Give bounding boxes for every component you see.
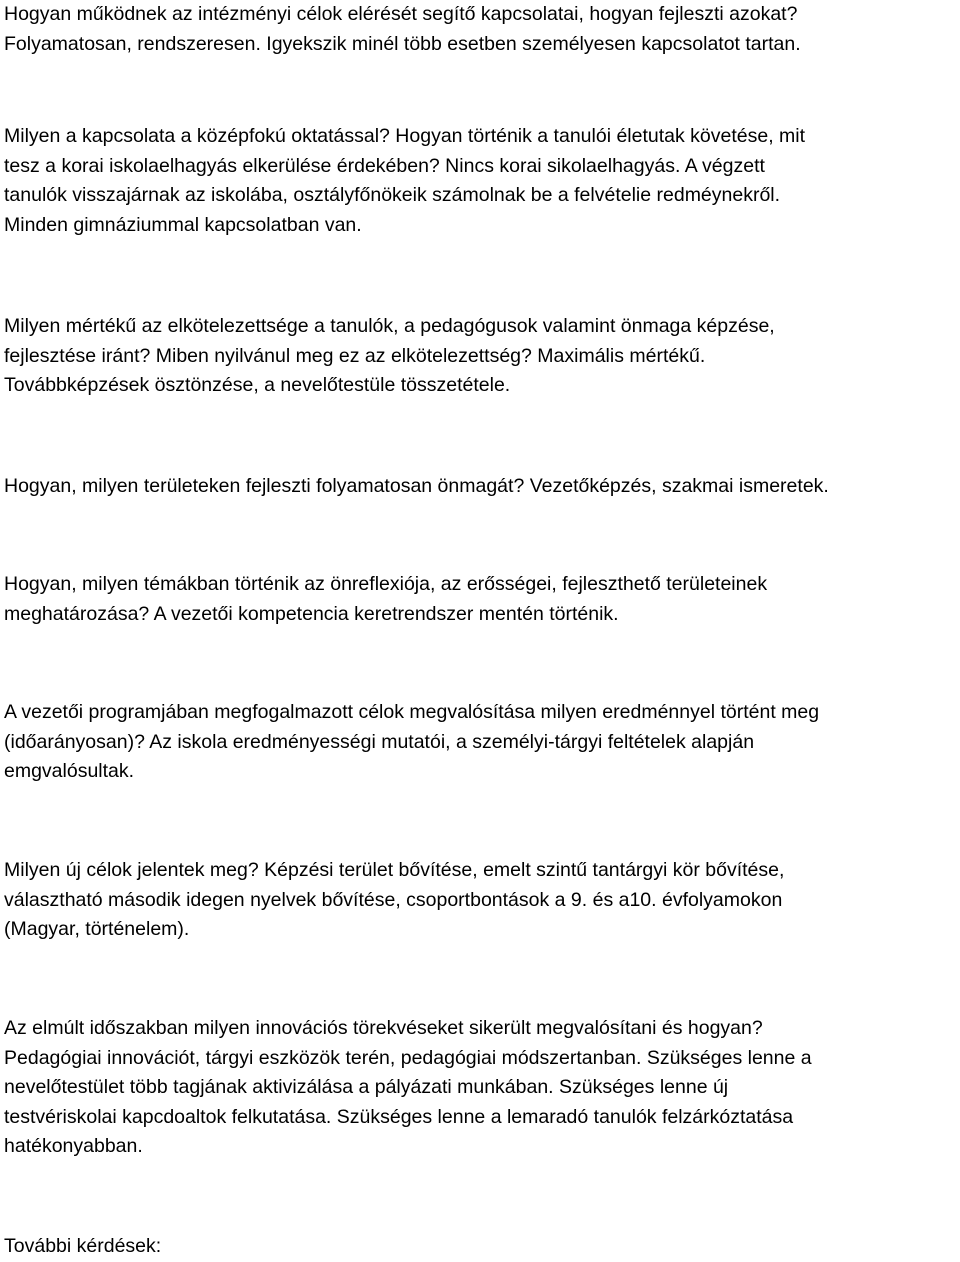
text-line: Hogyan működnek az intézményi célok elérését segítő kapcsolatai, hogyan fejleszti azokat? (4, 3, 798, 25)
text-line: (Magyar, történelem). (4, 918, 190, 940)
paragraph-program-goals (4, 698, 956, 787)
paragraph-self-development (4, 472, 956, 502)
text-line: Milyen mértékű az elkötelezettsége a tanulók, a pedagógusok valamint önmaga képzése, (4, 315, 775, 337)
paragraph-secondary-education (4, 122, 956, 240)
text-line: Milyen a kapcsolata a középfokú oktatással? Hogyan történik a tanulói életutak követése, mit (4, 125, 806, 147)
paragraph-commitment (4, 312, 956, 401)
text-line: Pedagógiai innovációt, tárgyi eszközök terén, pedagógiai módszertanban. Szükséges lenne a (4, 1046, 812, 1069)
text-line: testvériskolai kapcdoaltok felkutatása. Szükséges lenne a lemaradó tanulók felzárkóztatása (4, 1105, 794, 1128)
text-line: Minden gimnáziummal kapcsolatban van. (4, 213, 362, 236)
text-line: tanulók visszajárnak az iskolába, osztályfőnökeik számolnak be a felvételie redméynekről. (4, 184, 781, 206)
paragraph-self-reflection (4, 570, 956, 629)
text-line: meghatározása? A vezetői kompetencia keretrendszer mentén történik. (4, 602, 619, 625)
text-line: választható második idegen nyelvek bővítése, csoportbontások a 9. és a10. évfolyamokon (4, 888, 783, 911)
text-line: emgvalósultak. (4, 760, 135, 782)
paragraph-innovation (4, 1014, 956, 1162)
text-line: Hogyan, milyen témákban történik az önreflexiója, az erősségei, fejleszthető területeinek (4, 573, 768, 595)
text-line: nevelőtestület több tagjának aktivizálása a pályázati munkában. Szükséges lenne új (4, 1076, 729, 1098)
text-line: A vezetői programjában megfogalmazott célok megvalósítása milyen eredménnyel történt meg (4, 701, 820, 723)
paragraph-new-goals (4, 856, 956, 945)
text-line: Az elmúlt időszakban milyen innovációs törekvéseket sikerült megvalósítani és hogyan? (4, 1017, 763, 1039)
text-line: Hogyan, milyen területeken fejleszti folyamatosan önmagát? Vezetőképzés, szakmai ismeretek. (4, 475, 829, 497)
paragraph-contacts (4, 0, 956, 59)
text-line: Folyamatosan, rendszeresen. Igyekszik minél több esetben személyesen kapcsolatot tartan. (4, 32, 801, 55)
text-line: hatékonyabban. (4, 1135, 143, 1157)
text-line: Továbbképzések ösztönzése, a nevelőtestüle tösszetétele. (4, 374, 511, 396)
paragraph-further-questions (4, 1232, 956, 1262)
text-line: További kérdések: (4, 1235, 162, 1257)
text-line: Milyen új célok jelentek meg? Képzési terület bővítése, emelt szintű tantárgyi kör bővítése, (4, 859, 785, 881)
text-line: tesz a korai iskolaelhagyás elkerülése érdekében? Nincs korai sikolaelhagyás. A végzett (4, 154, 765, 177)
text-line: fejlesztése iránt? Miben nyilvánul meg ez az elkötelezettség? Maximális mértékű. (4, 344, 706, 367)
text-line: (időarányosan)? Az iskola eredményességi mutatói, a személyi-tárgyi feltételek alapján (4, 730, 755, 753)
